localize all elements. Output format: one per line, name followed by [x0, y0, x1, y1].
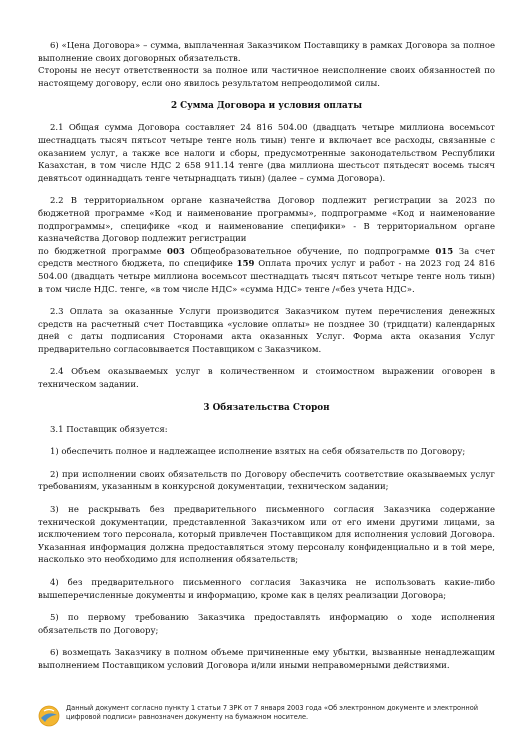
subprogram-code: 015: [435, 246, 454, 257]
document-body: [38, 40, 495, 683]
obligation-item: 2) при исполнении своих обязательств по Договору обеспечить соответствие оказываемых услуг требованиям, указанным в конкурсной документации, техническом задании;: [38, 469, 495, 493]
section-2-heading: 2 Сумма Договора и условия оплаты: [170, 101, 363, 112]
clause-2-2-text-1: по бюджетной программе: [38, 246, 168, 257]
legal-footer: [38, 704, 498, 727]
footer-text: Данный документ согласно пункту 1 статьи 7 ЗРК от 7 января 2003 года «Об электронном документе и электронной цифровой подписи» равнозначен документу на бумажном носителе.: [66, 704, 479, 722]
force-majeure-paragraph: Стороны не несут ответственности за полное или частичное неисполнение своих обязанностей по настоящему договору, если оно явилось результатом непреодолимой силы.: [38, 66, 495, 89]
egov-logo-icon: [38, 705, 60, 727]
specific-code: 159: [236, 259, 255, 270]
clause-3-1: 3.1 Поставщик обязуется:: [50, 424, 168, 435]
obligation-item: 4) без предварительного письменного согласия Заказчика не использовать какие-либо вышеперечисленные документы и информацию, кроме как в целях реализации Договора;: [38, 578, 495, 601]
clause-2-2-text-4: Оплата прочих услуг и работ - на 2023 год 24 816 504.00 (двадцать четыре миллиона восемьсот шестнадцать тысяч пятьсот четыре тенге ноль тиын) в том числе НДС. тенге, «в том числе НДС» «сумма НДС» тенге /«без учета НДС».: [38, 259, 495, 295]
obligation-item: 6) возмещать Заказчику в полном объеме причиненные ему убытки, вызванные ненадлежащим выполнением Поставщиком условий Договора и/или иными неправомерными действиями.: [38, 648, 495, 671]
definition-contract-price: 6) «Цена Договора» – сумма, выплаченная Заказчиком Поставщику в рамках Договора за полное выполнение своих договорных обязательств.: [38, 41, 495, 64]
clause-2-2-text-2: Общеобразовательное обучение, по подпрограмме: [184, 246, 436, 257]
clause-2-3: 2.3 Оплата за оказанные Услуги производится Заказчиком путем перечисления денежных средств на расчетный счет Поставщика «условие оплаты» не позднее 30 (тридцати) календарных дней с даты подписания Сторонами акта оказанных Услуг. Форма акта оказания Услуг предварительно согласовывается Поставщиком с Заказчиком.: [38, 307, 495, 355]
clause-2-4: 2.4 Объем оказываемых услуг в количественном и стоимостном выражении оговорен в техническом задании.: [38, 367, 495, 391]
obligation-item: 1) обеспечить полное и надлежащее исполнение взятых на себя обязательств по Договору;: [50, 447, 466, 458]
clause-2-2-text-3: За счет средств местного бюджета, по специфике: [38, 246, 495, 270]
clause-2-2-part-b: [38, 246, 495, 296]
obligation-item: 5) по первому требованию Заказчика предоставлять информацию о ходе исполнения обязательств по Договору;: [38, 613, 495, 636]
clause-2-2-part-a: 2.2 В территориальном органе казначейства Договор подлежит регистрации за 2023 по бюджетной программе «Код и наименование программы», подпрограмме «Код и наименование подпрограммы», специфике «код и наименование специфики» - В территориальном органе казначейства Договор подлежит регистрации: [38, 196, 495, 245]
budget-program-code: 003: [167, 246, 185, 257]
clause-2-1: 2.1 Общая сумма Договора составляет 24 816 504.00 (двадцать четыре миллиона восемьсот шестнадцать тысяч пятьсот четыре тенге ноль тиын) тенге и включает все расходы, связанные с оказанием услуг, а также все налоги и сборы, предусмотренные законодательством Республики Казахстан, в том числе НДС 2 658 911.14 тенге (два миллиона шестьсот пятьдесят восемь тысяч девятьсот одиннадцать тенге четырнадцать тиын) (далее – сумма Договора).: [38, 123, 495, 184]
obligation-item: 3) не раскрывать без предварительного письменного согласия Заказчика содержание технической документации, представленной Заказчиком или от его имени другими лицами, за исключением того персонала, который привлечен Поставщиком для исполнения условий Договора. Указанная информация должна предоставляться этому персоналу конфиденциально и в той мере, насколько это необходимо для исполнения обязательств;: [38, 505, 495, 566]
section-3-heading: 3 Обязательства Сторон: [203, 402, 330, 413]
